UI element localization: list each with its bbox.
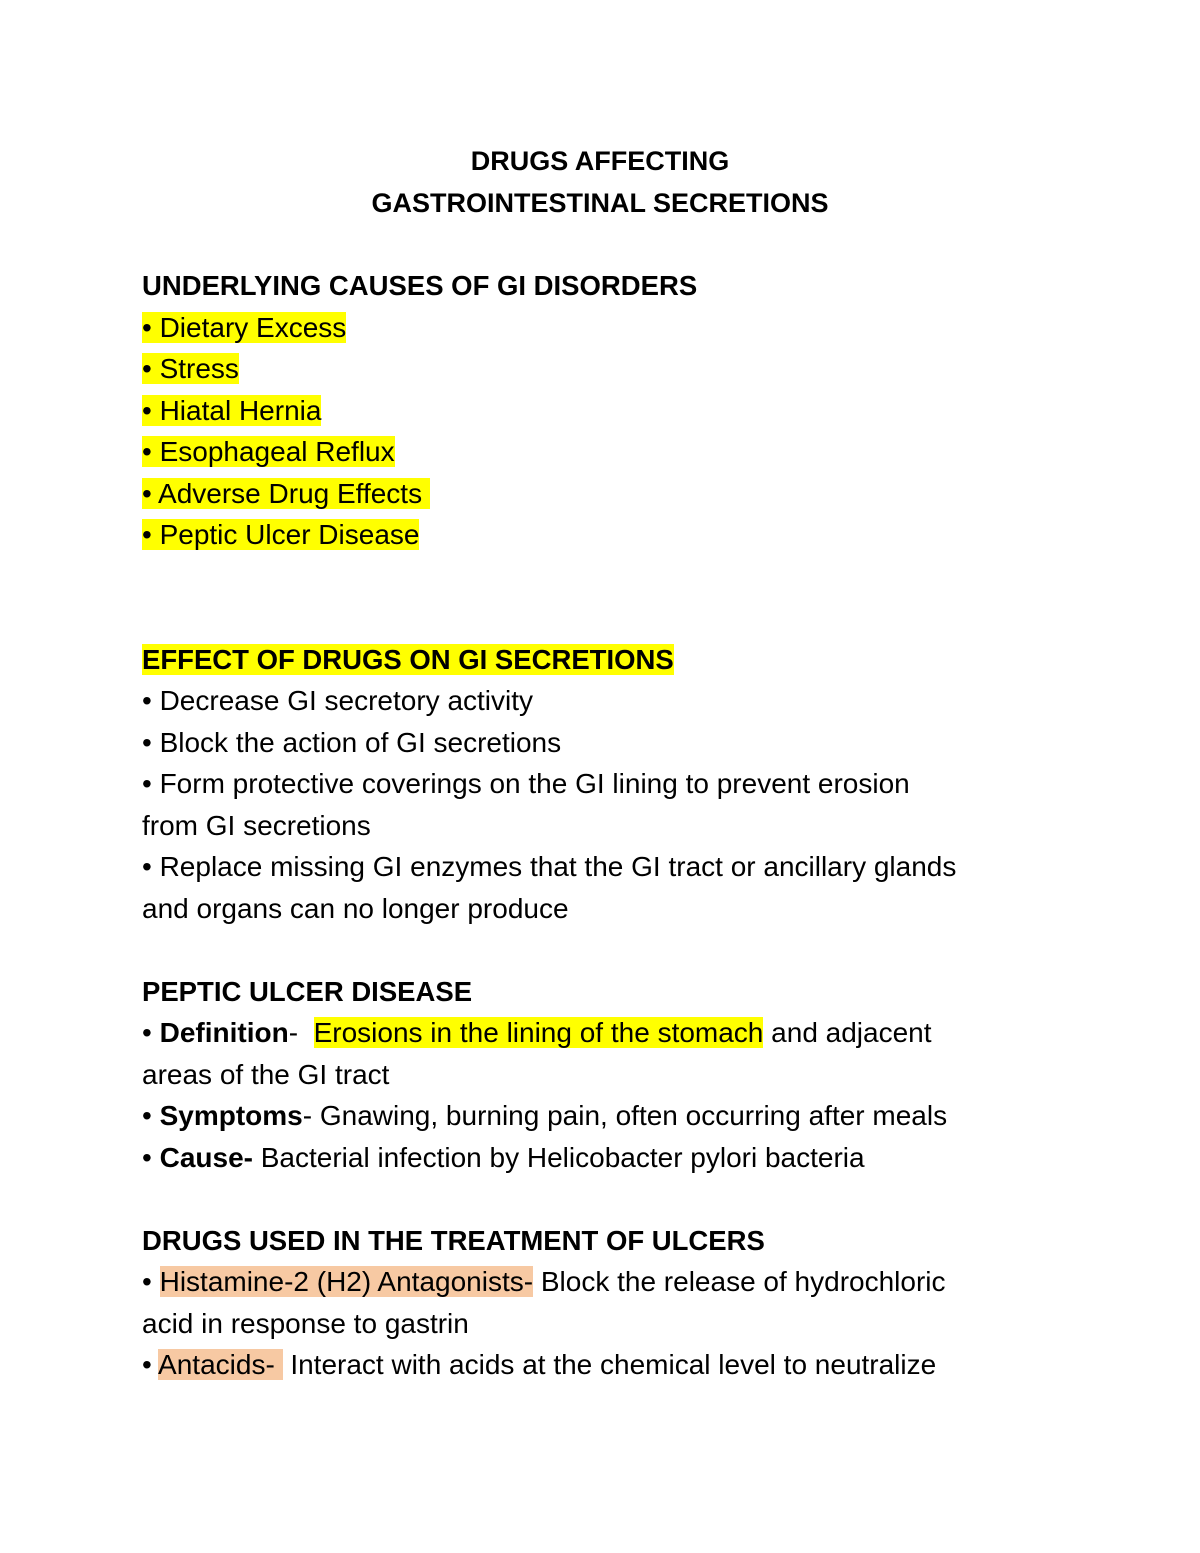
list-item [142,473,1060,515]
highlighted-text: Antacids- [158,1349,283,1380]
list-item: • Form protective coverings on the GI lining to prevent erosion [142,768,910,799]
section-heading: UNDERLYING CAUSES OF GI DISORDERS [142,270,698,301]
bullet: • [142,1349,159,1380]
section-peptic-ulcer-disease [142,971,1060,1179]
symptoms-label: Symptoms [159,1100,303,1131]
list-item: • Block the action of GI secretions [142,726,562,758]
list-item-continuation: areas of the GI tract [142,1058,390,1090]
highlighted-text: • Esophageal Reflux [142,436,395,467]
section-heading: PEPTIC ULCER DISEASE [142,975,473,1007]
list-item-antacids [142,1344,1060,1386]
antacids-rest: Interact with acids at the chemical level to neutralize [282,1349,937,1380]
list-item [142,514,1060,556]
cause-text: Bacterial infection by Helicobacter pylori bacteria [252,1141,865,1173]
list-item: • Decrease GI secretory activity [142,685,534,716]
definition-rest: and adjacent [763,1017,932,1048]
list-item [142,307,1060,349]
list-item-h2-antagonists [142,1261,1060,1303]
section-heading [142,639,1060,681]
title-line-2: GASTROINTESTINAL SECRETIONS [371,188,829,218]
list-item [142,390,1060,432]
title-line-1: DRUGS AFFECTING [470,146,730,176]
bullet: • [142,1100,160,1131]
spacer [142,556,1060,639]
cause-label: Cause- [159,1141,253,1173]
symptoms-text: - Gnawing, burning pain, often occurring after meals [302,1100,948,1131]
spacer [142,1178,1060,1220]
section-heading: DRUGS USED IN THE TREATMENT OF ULCERS [142,1224,765,1256]
list-item-symptoms [142,1095,1060,1137]
list-item-cause [142,1137,1060,1179]
section-drugs-treatment [142,1220,1060,1386]
spacer [142,929,1060,971]
list-item-continuation: and organs can no longer produce [142,892,569,924]
list-item: • Replace missing GI enzymes that the GI tract or ancillary glands [142,851,957,882]
highlighted-text: • Dietary Excess [142,311,347,343]
section-underlying-causes [142,265,1060,556]
highlighted-text: • Peptic Ulcer Disease [142,519,420,550]
section-effect-of-drugs [142,639,1060,930]
highlighted-text: • Adverse Drug Effects [142,477,430,509]
bullet: • [142,1266,160,1297]
highlighted-heading: EFFECT OF DRUGS ON GI SECRETIONS [142,643,674,675]
bullet: • [142,1141,160,1173]
list-item-continuation: acid in response to gastrin [142,1307,469,1339]
highlighted-text: • Stress [142,353,239,384]
h2-rest: Block the release of hydrochloric [533,1266,946,1297]
definition-label: Definition [159,1017,289,1048]
highlighted-text: Histamine-2 (H2) Antagonists- [159,1266,534,1297]
highlighted-text: Erosions in the lining of the stomach [313,1017,764,1048]
list-item [142,348,1060,390]
list-item-continuation: from GI secretions [142,809,371,841]
definition-dash: - [288,1017,314,1048]
document-title [142,140,1060,224]
list-item [142,431,1060,473]
highlighted-text: • Hiatal Hernia [142,394,322,426]
bullet: • [142,1017,160,1048]
list-item-definition [142,1012,1060,1054]
